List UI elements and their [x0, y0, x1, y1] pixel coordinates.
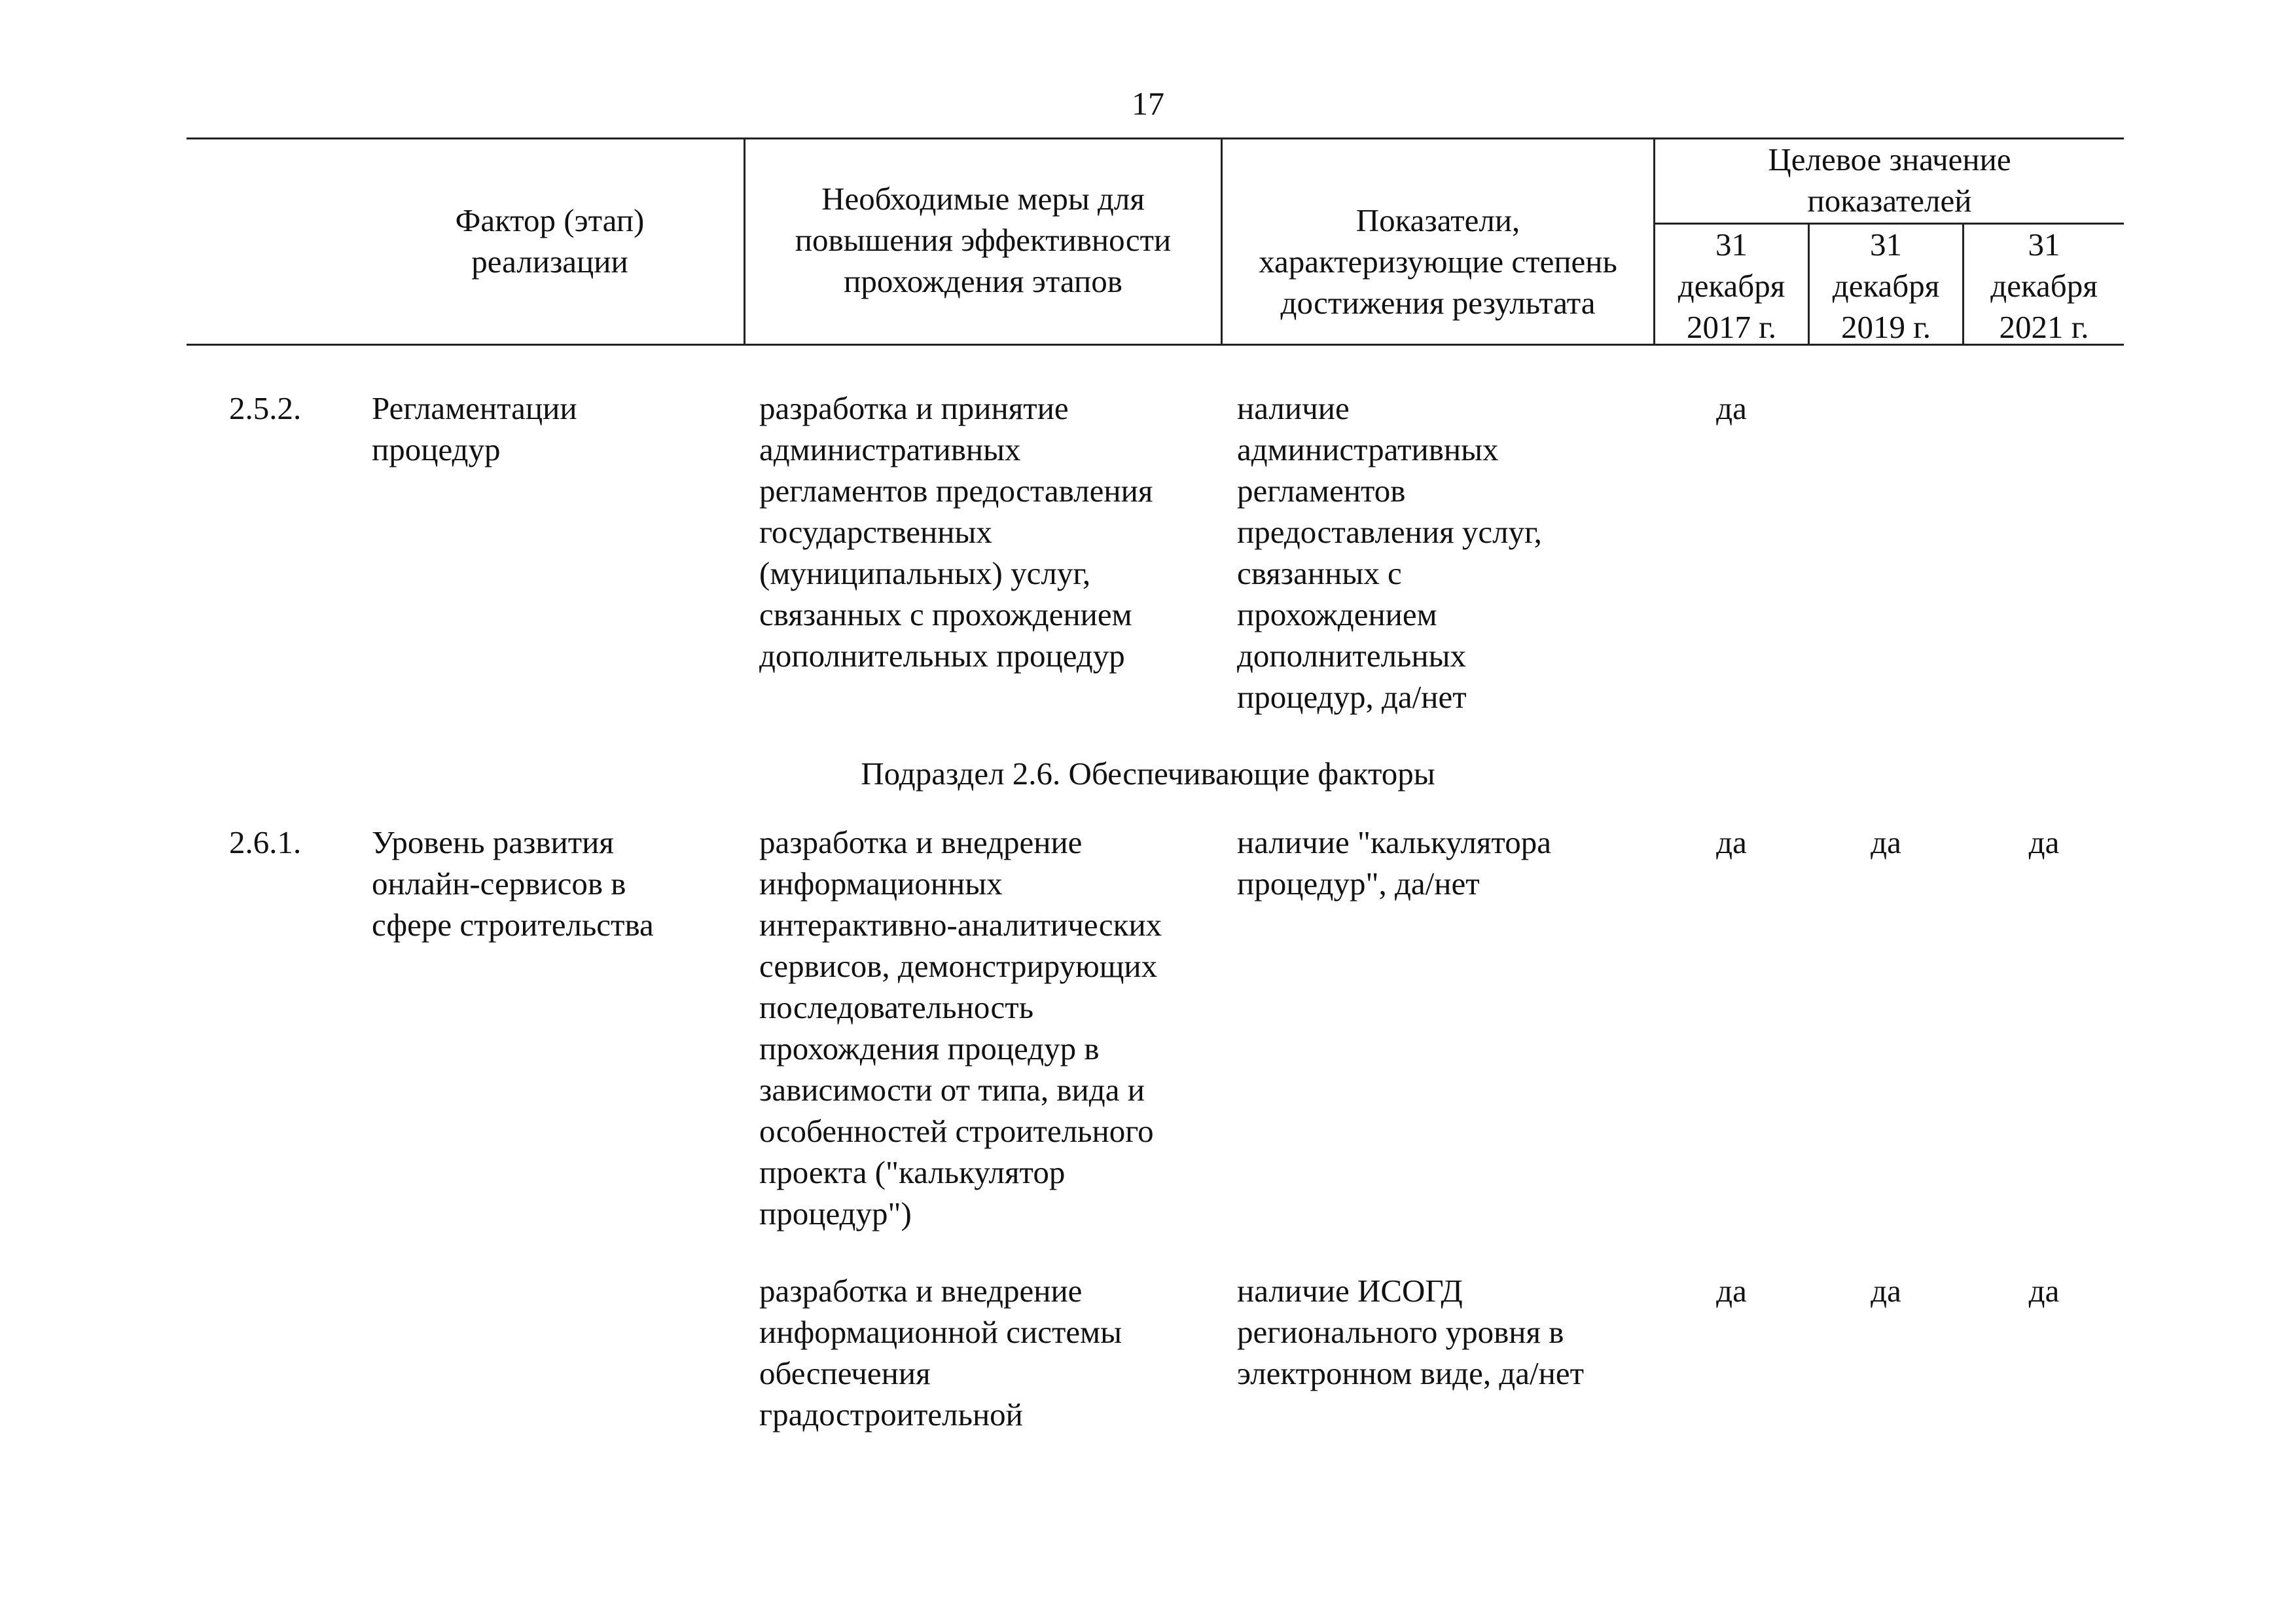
row-value-2019: да — [1871, 824, 1901, 860]
row-indicator: наличие ИСОГД регионального уровня в электронном виде, да/нет — [1237, 1273, 1585, 1391]
row-measure: разработка и внедрение информационных интерактивно-аналитических сервисов, демонстрирующих последовательность прохождения процедур в зависимости от типа, вида и особенностей строительного проекта ("калькулятор процедур") — [759, 824, 1162, 1231]
row-value-2017: да — [1716, 824, 1747, 860]
header-date-2017: 31 декабря 2017 г. — [1677, 227, 1785, 345]
row-indicator: наличие административных регламентов предоставления услуг, связанных с прохождением дополнительных процедур, да/нет — [1237, 390, 1542, 715]
header-target: Целевое значение показателей — [1768, 141, 2011, 219]
row-indicator: наличие "калькулятора процедур", да/нет — [1237, 824, 1551, 902]
row-value-2021: да — [2028, 1273, 2060, 1309]
header-date-2021: 31 декабря 2021 г. — [1990, 227, 2098, 345]
header-measures: Необходимые меры для повышения эффективности прохождения этапов — [795, 181, 1172, 299]
row-value-2017: да — [1716, 1273, 1747, 1309]
header-indicators: Показатели, характеризующие степень достижения результата — [1259, 202, 1617, 321]
header-date-2019: 31 декабря 2019 г. — [1832, 227, 1940, 345]
row-factor: Регламентации процедур — [372, 390, 577, 467]
row-number: 2.6.1. — [229, 824, 302, 860]
page-number: 17 — [1132, 85, 1164, 122]
row-factor: Уровень развития онлайн-сервисов в сфере строительства — [372, 824, 654, 943]
row-measure: разработка и принятие административных регламентов предоставления государственных (муниципальных) услуг, связанных с прохождением дополнительных процедур — [759, 390, 1153, 674]
row-value-2021: да — [2028, 824, 2060, 860]
row-measure: разработка и внедрение информационной системы обеспечения градостроительной — [759, 1273, 1122, 1432]
row-number: 2.5.2. — [229, 390, 302, 426]
header-factor: Фактор (этап) реализации — [455, 202, 645, 280]
subsection-title: Подраздел 2.6. Обеспечивающие факторы — [861, 756, 1435, 792]
row-value-2019: да — [1871, 1273, 1901, 1309]
row-value-2017: да — [1716, 390, 1747, 426]
